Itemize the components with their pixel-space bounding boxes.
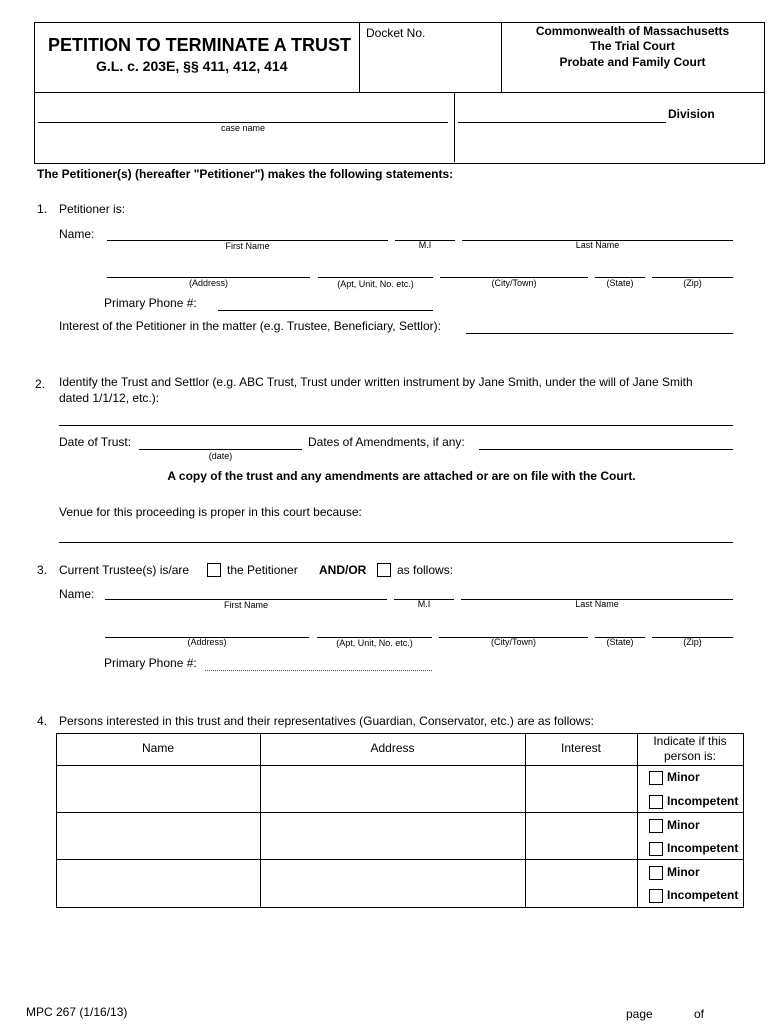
row3-minor-checkbox[interactable] xyxy=(649,866,663,880)
row3-minor-label: Minor xyxy=(667,865,700,879)
division-label: Division xyxy=(668,107,715,121)
row1-minor-label: Minor xyxy=(667,770,700,784)
trustee-follows-label: as follows: xyxy=(397,563,454,577)
column-header-interest: Interest xyxy=(560,741,602,755)
section2-text-line2: dated 1/1/12, etc.): xyxy=(59,391,160,405)
case-name-caption: case name xyxy=(220,123,266,133)
trustee-state-caption: (State) xyxy=(606,637,634,647)
mi-caption: M.I xyxy=(418,240,432,250)
section3-phone-label: Primary Phone #: xyxy=(104,656,197,670)
trustee-address-caption: (Address) xyxy=(187,637,227,647)
copy-notice: A copy of the trust and any amendments are attached or are on file with the Court. xyxy=(167,469,636,483)
docket-label: Docket No. xyxy=(366,26,426,40)
amendments-label: Dates of Amendments, if any: xyxy=(308,435,465,449)
table-col-divider xyxy=(525,733,526,907)
of-label: of xyxy=(694,1007,705,1021)
date-of-trust-field[interactable] xyxy=(139,449,302,450)
trustee-petitioner-label: the Petitioner xyxy=(227,563,298,577)
header-divider xyxy=(34,92,764,93)
trustee-follows-checkbox[interactable] xyxy=(377,563,391,577)
venue-field[interactable] xyxy=(59,542,733,543)
trustee-petitioner-checkbox[interactable] xyxy=(207,563,221,577)
column-header-address: Address xyxy=(370,741,415,755)
statute-reference: G.L. c. 203E, §§ 411, 412, 414 xyxy=(96,58,288,74)
first-name-caption: First Name xyxy=(225,241,270,251)
date-of-trust-label: Date of Trust: xyxy=(59,435,132,449)
form-id: MPC 267 (1/16/13) xyxy=(26,1005,128,1019)
trustee-first-name-caption: First Name xyxy=(223,600,268,610)
trustee-phone-field[interactable] xyxy=(205,670,432,671)
row3-incompetent-label: Incompetent xyxy=(667,888,739,902)
row3-incompetent-checkbox[interactable] xyxy=(649,889,663,903)
court-name-3: Probate and Family Court xyxy=(559,55,706,69)
division-field[interactable] xyxy=(458,122,666,123)
table-row-divider xyxy=(56,859,743,860)
section4-text: Persons interested in this trust and their representatives (Guardian, Conservator, etc.) are as follows: xyxy=(59,714,594,728)
court-name-2: The Trial Court xyxy=(590,39,675,53)
column-header-indicate-2: person is: xyxy=(663,749,717,763)
page-label: page xyxy=(626,1007,653,1021)
andor-label: AND/OR xyxy=(319,563,367,577)
last-name-caption: Last Name xyxy=(575,240,620,250)
trustee-last-name-caption: Last Name xyxy=(575,599,619,609)
city-caption: (City/Town) xyxy=(491,278,537,288)
venue-label: Venue for this proceeding is proper in this court because: xyxy=(59,505,362,519)
address-caption: (Address) xyxy=(188,278,228,288)
trustee-mi-caption: M.I xyxy=(417,599,431,609)
intro-statement: The Petitioner(s) (hereafter "Petitioner") makes the following statements: xyxy=(37,167,454,181)
petitioner-phone-field[interactable] xyxy=(218,310,433,311)
section1-heading: Petitioner is: xyxy=(59,202,126,216)
column-header-indicate: Indicate if this xyxy=(653,734,727,748)
section1-phone-label: Primary Phone #: xyxy=(104,296,197,310)
date-caption: (date) xyxy=(208,451,233,461)
row2-incompetent-label: Incompetent xyxy=(667,841,739,855)
petitioner-apt-field[interactable] xyxy=(318,277,433,278)
section3-label: Current Trustee(s) is/are xyxy=(59,563,190,577)
row2-minor-checkbox[interactable] xyxy=(649,819,663,833)
row2-minor-label: Minor xyxy=(667,818,700,832)
zip-caption: (Zip) xyxy=(683,278,702,288)
section1-name-label: Name: xyxy=(59,227,95,241)
column-header-name: Name xyxy=(141,741,174,755)
table-col-divider xyxy=(260,733,261,907)
table-row-divider xyxy=(56,765,743,766)
court-name-1: Commonwealth of Massachusetts xyxy=(535,24,730,38)
table-row-divider xyxy=(56,812,743,813)
section1-number: 1. xyxy=(37,202,48,216)
petitioner-interest-field[interactable] xyxy=(466,333,733,334)
amendments-field[interactable] xyxy=(479,449,733,450)
trustee-apt-caption: (Apt, Unit, No. etc.) xyxy=(336,638,413,648)
section1-interest-label: Interest of the Petitioner in the matter (e.g. Trustee, Beneficiary, Settlor): xyxy=(59,319,441,333)
section3-name-label: Name: xyxy=(59,587,95,601)
section2-text-line1: Identify the Trust and Settlor (e.g. ABC Trust, Trust under written instrument by Jane Smith, under the will of Jane Smith xyxy=(59,375,693,389)
trustee-zip-caption: (Zip) xyxy=(683,637,702,647)
trust-identity-field[interactable] xyxy=(59,425,733,426)
state-caption: (State) xyxy=(606,278,634,288)
header-divider-v3 xyxy=(454,92,455,162)
header-divider-v1 xyxy=(359,22,360,92)
trustee-city-caption: (City/Town) xyxy=(490,637,536,647)
apt-caption: (Apt, Unit, No. etc.) xyxy=(337,279,414,289)
row1-minor-checkbox[interactable] xyxy=(649,771,663,785)
form-title: PETITION TO TERMINATE A TRUST xyxy=(48,35,351,55)
row2-incompetent-checkbox[interactable] xyxy=(649,842,663,856)
row1-incompetent-label: Incompetent xyxy=(667,794,739,808)
row1-incompetent-checkbox[interactable] xyxy=(649,795,663,809)
section2-number: 2. xyxy=(35,377,46,391)
section4-number: 4. xyxy=(37,714,48,728)
section3-number: 3. xyxy=(37,563,48,577)
